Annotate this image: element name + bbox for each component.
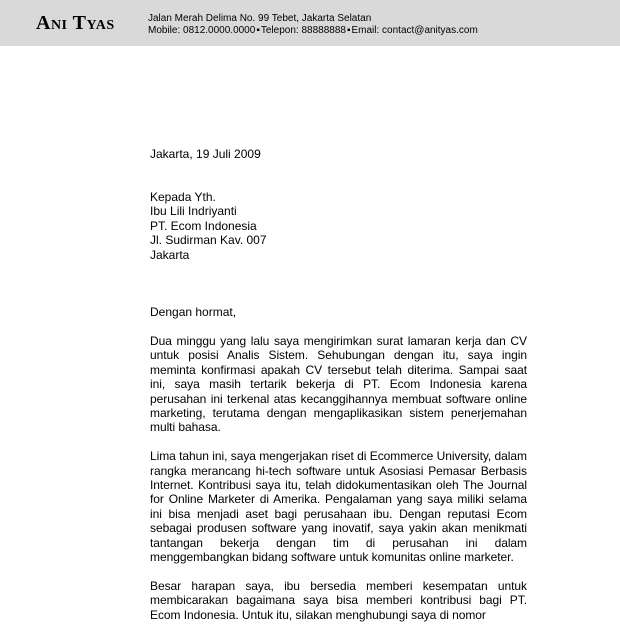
sender-email: Email: contact@anityas.com: [351, 25, 478, 36]
sender-mobile: Mobile: 0812.0000.0000: [148, 25, 256, 36]
recipient-block: [150, 190, 527, 262]
salutation: Dengan hormat,: [150, 305, 237, 319]
separator-icon: ▪: [346, 25, 351, 36]
sender-address: Jalan Merah Delima No. 99 Tebet, Jakarta Selatan: [148, 13, 372, 24]
sender-name: Ani Tyas: [36, 12, 115, 34]
separator-icon: ▪: [256, 25, 260, 36]
letter-date: Jakarta, 19 Juli 2009: [150, 147, 261, 161]
recipient-line: Jakarta: [150, 247, 190, 262]
letterhead: [0, 0, 620, 46]
sender-contact-line: [148, 25, 478, 37]
recipient-line: PT. Ecom Indonesia: [150, 218, 257, 233]
recipient-line: Jl. Sudirman Kav. 007: [150, 233, 267, 248]
body-paragraph: Besar harapan saya, ibu bersedia memberi kesempatan untuk membicarakan bagaimana saya bisa memberi kontribusi bagi PT. Ecom Indonesia. Untuk itu, silakan menghubungi saya di nomor: [150, 578, 527, 622]
body-paragraph: Lima tahun ini, saya mengerjakan riset di Ecommerce University, dalam rangka merancang hi-tech software untuk Asosiasi Pemasar Berbasis Internet. Kontribusi saya itu, telah didokumentasikan oleh The Journal for Online Marketer di Amerika. Pengalaman yang saya miliki selama ini bisa menjadi aset bagi perusahaan ibu. Dengan reputasi Ecom sebagai produsen software yang inovatif, saya yakin akan menikmati tantangan bekerja dengan tim di perusahan ini dalam menggembangkan bidang software untuk komunitas online marketer.: [150, 449, 527, 565]
body-paragraph: Dua minggu yang lalu saya mengirimkan surat lamaran kerja dan CV untuk posisi Analis Sistem. Sehubungan dengan itu, saya ingin meminta konfirmasi apakah CV tersebut telah diterima. Sampai saat ini, saya masih tertarik bekerja di PT. Ecom Indonesia karena perusahan ini terkenal atas kecanggihannya membuat software online marketing, terutama dengan mengaplikasikan sistem penerjemahan multi bahasa.: [150, 334, 527, 435]
recipient-line: Ibu Lili Indriyanti: [150, 204, 237, 219]
sender-phone: Telepon: 88888888: [260, 25, 346, 36]
recipient-line: Kepada Yth.: [150, 190, 216, 204]
letter-body: [150, 334, 527, 630]
